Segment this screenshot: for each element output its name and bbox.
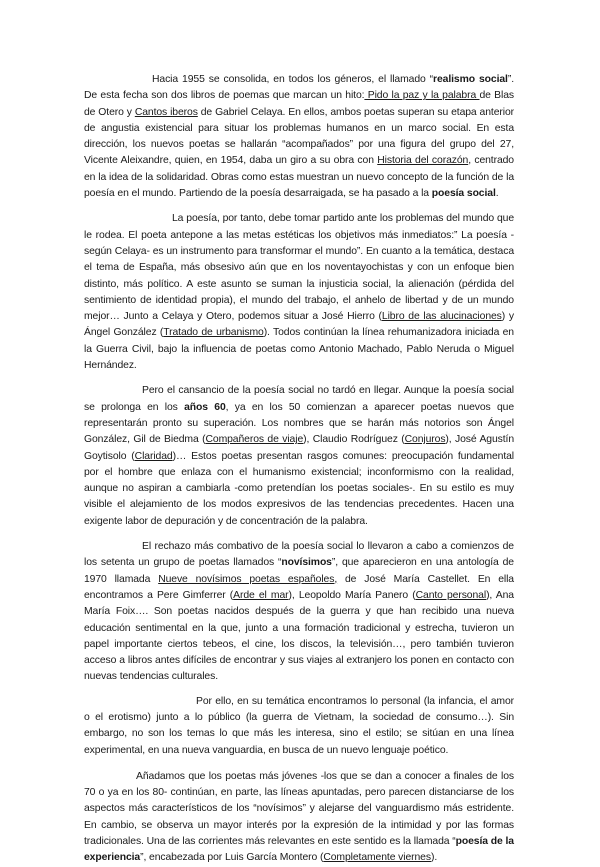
text-run: ), Leopoldo María Panero ( — [288, 589, 416, 601]
book-title: Compañeros de viaje — [205, 434, 304, 446]
book-title: Historia del corazón — [377, 155, 469, 167]
text-run: Por ello, en su temática encontramos lo personal (la infancia, el amor o el erotismo) junto a lo público (la guerra de Vietnam, la sociedad de consumo…). Sin embargo, no son los temas lo que más les interesa, sino el estilo; se sitúan en una línea experimental, en una nueva vanguardia, en busca de un nuevo lenguaje poético. — [84, 695, 514, 756]
paragraph-realismo-social — [84, 72, 514, 202]
text-run: , ya en los 50 comienzan a aparecer poetas nuevos que representarán pronto su superación. Los nombres que se harán más notorios son Ángel González, Gil de Biedma ( — [84, 401, 515, 446]
text-run: )… Estos poetas presentan rasgos comunes: preocupación fundamental por el hombre que enlaza con el humanismo existencial; inconformismo con la realidad, aunque no aspiran a cambiarla -como pretendían los poetas sociales-. En su estilo es muy visible el alejamiento de los modos expresivos de las tendencias precedentes. Hacen una exigente labor de depuración y de concentración de la palabra. — [84, 450, 514, 527]
bold-term: novísimos — [281, 557, 332, 569]
text-run: ) y Ángel González ( — [84, 311, 514, 339]
book-title: Conjuros — [404, 434, 446, 446]
text-run: Añadamos que los poetas más jóvenes -los que se dan a conocer a finales de los 70 o ya en los 80- continúan, en parte, las líneas apuntadas, pero parecen distanciarse de los aspectos más característicos de los “novísimos” y alejarse del vanguardismo más estridente. En cambio, se observa un mayor interés por la expresión de la intimidad y por las formas tradicionales. Una de las corrientes más relevantes en este sentido es la llamada “ — [84, 770, 514, 848]
text-run: ), José Agustín Goytisolo ( — [84, 434, 515, 462]
document-body — [84, 72, 514, 867]
text-run: ”, encabezada por Luis García Montero ( — [140, 852, 324, 864]
text-run: ). Todos continúan la línea rehumanizadora iniciada en la Guerra Civil, bajo la influencia de poetas como Antonio Machado, Pablo Neruda o Miguel Hernández. — [84, 327, 514, 372]
bold-term: realismo social — [433, 74, 508, 85]
text-run: . — [495, 188, 499, 200]
text-run: de José María Castellet. En ella encontramos a Pere Gimferrer ( — [84, 573, 514, 601]
paragraph-poesia-experiencia — [84, 769, 514, 867]
book-title: Libro de las alucinaciones — [381, 311, 502, 323]
paragraph-poesia-comprometida — [84, 211, 514, 374]
paragraph-novisimos — [84, 539, 514, 686]
text-run: ), Ana María Foix…. Son poetas nacidos después de la guerra y que han recibido una nueva educación sentimental en la que, junto a una formación tradicional y estrecha, tuvieron un papel importante ciertos tebeos, el cine, los discos, la televisión…, pero también tuvieron acceso a libros antes difíciles de encontrar y sus viajes al extranjero los ponen en contacto con nuevas tendencias culturales. — [84, 589, 514, 683]
paragraph-generacion-50 — [84, 383, 514, 530]
text-run: Hacia 1955 se consolida, en todos los géneros, el llamado “ — [152, 74, 434, 85]
text-run: de Gabriel Celaya. En ellos, ambos poetas superan su etapa anterior de angustia existencial para situar los problemas humanos en un marco social. En esta dirección, los nuevos poetas se hallarán “acompañados” por una figura del grupo del 27, Vicente Aleixandre, quien, en 1954, daba un giro a su obra con — [84, 106, 514, 167]
bold-term: poesía social — [431, 188, 496, 200]
text-run: ”, que aparecieron en una antología de 1970 llamada — [84, 557, 514, 585]
book-title: Tratado de urbanismo — [163, 327, 264, 339]
text-run: ). — [430, 852, 438, 864]
book-title: Completamente viernes — [323, 852, 431, 864]
bold-term: poesía de la experiencia — [84, 836, 514, 864]
text-run: La poesía, por tanto, debe tomar partido ante los problemas del mundo que le rodea. El poeta antepone a las metas estéticas los objetivos más inmediatos:” La poesía -según Celaya- es un instrumento para transformar el mundo”. En cuanto a la temática, destaca el tema de España, más obsesivo aún que en los noventayochistas y con un enfoque bien distinto, más político. A este asunto se suman la injusticia social, la alienación (pérdida del sentimiento de identidad propia), el mundo del trabajo, el anhelo de libertad y de un mundo mejor… Junto a Celaya y Otero, podemos situar a José Hierro ( — [84, 213, 514, 323]
text-run: , centrado en la idea de la solidaridad. Obras como estas muestran un nuevo concepto de la función de la poesía en el mundo. Partiendo de la poesía desarraigada, se ha pasado a la — [84, 155, 514, 200]
book-title: Cantos iberos — [134, 106, 198, 118]
bold-term: años 60 — [184, 401, 226, 413]
text-run: Pero el cansancio de la poesía social no tardó en llegar. Aunque la poesía social se prolonga en los — [84, 385, 514, 413]
book-title: Pido la paz y la palabra — [364, 90, 480, 102]
book-title: Canto personal — [415, 589, 487, 601]
text-run: El rechazo más combativo de la poesía social lo llevaron a cabo a comienzos de los setenta un grupo de poetas llamados “ — [84, 541, 514, 569]
text-run: de Blas de Otero y — [84, 90, 514, 118]
book-title: Arde el mar — [233, 589, 289, 601]
paragraph-tematica-novisimos — [84, 694, 514, 759]
book-title: Nueve novísimos poetas españoles, — [158, 573, 338, 585]
text-run: ”. De esta fecha son dos libros de poemas que marcan un hito: — [84, 74, 514, 102]
book-title: Claridad — [134, 450, 173, 462]
text-run: ), Claudio Rodríguez ( — [303, 434, 405, 446]
